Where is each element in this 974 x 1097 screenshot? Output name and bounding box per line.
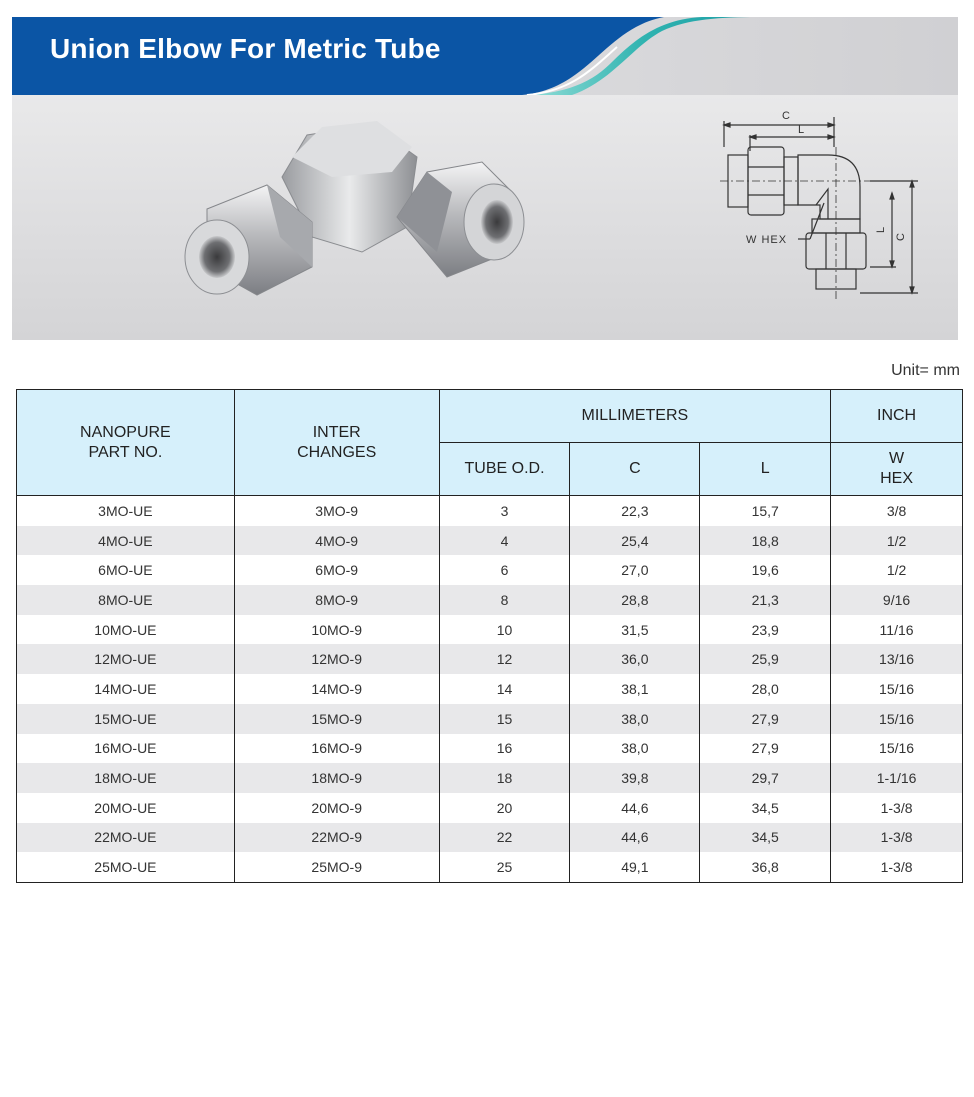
cell-part-no: 18MO-UE <box>17 763 235 793</box>
cell-tube-od: 4 <box>439 526 570 556</box>
cell-interchange: 8MO-9 <box>234 585 439 615</box>
cell-interchange: 16MO-9 <box>234 734 439 764</box>
cell-c: 38,1 <box>570 674 700 704</box>
header-millimeters: MILLIMETERS <box>439 390 831 443</box>
cell-c: 44,6 <box>570 793 700 823</box>
cell-l: 34,5 <box>700 823 831 853</box>
table-row <box>17 823 963 853</box>
cell-c: 44,6 <box>570 823 700 853</box>
table-row <box>17 555 963 585</box>
cell-part-no: 16MO-UE <box>17 734 235 764</box>
cell-c: 38,0 <box>570 734 700 764</box>
cell-w-hex: 1/2 <box>831 526 963 556</box>
cell-l: 29,7 <box>700 763 831 793</box>
table-row <box>17 615 963 645</box>
cell-part-no: 8MO-UE <box>17 585 235 615</box>
cell-part-no: 10MO-UE <box>17 615 235 645</box>
table-row <box>17 674 963 704</box>
cell-interchange: 3MO-9 <box>234 496 439 526</box>
cell-l: 36,8 <box>700 852 831 882</box>
drawing-label-l: L <box>798 124 805 136</box>
cell-interchange: 12MO-9 <box>234 644 439 674</box>
header-tube-od: TUBE O.D. <box>439 443 570 496</box>
cell-c: 31,5 <box>570 615 700 645</box>
cell-l: 28,0 <box>700 674 831 704</box>
cell-l: 19,6 <box>700 555 831 585</box>
cell-w-hex: 15/16 <box>831 674 963 704</box>
header-part-no: NANOPURE PART NO. <box>17 390 235 496</box>
cell-part-no: 20MO-UE <box>17 793 235 823</box>
cell-tube-od: 12 <box>439 644 570 674</box>
cell-c: 38,0 <box>570 704 700 734</box>
table-row <box>17 644 963 674</box>
cell-interchange: 22MO-9 <box>234 823 439 853</box>
cell-tube-od: 6 <box>439 555 570 585</box>
cell-l: 15,7 <box>700 496 831 526</box>
table-row <box>17 793 963 823</box>
table-row <box>17 734 963 764</box>
cell-w-hex: 11/16 <box>831 615 963 645</box>
table-row <box>17 704 963 734</box>
cell-w-hex: 15/16 <box>831 704 963 734</box>
cell-part-no: 6MO-UE <box>17 555 235 585</box>
cell-part-no: 4MO-UE <box>17 526 235 556</box>
header-c: C <box>570 443 700 496</box>
cell-c: 39,8 <box>570 763 700 793</box>
table-row <box>17 585 963 615</box>
cell-tube-od: 10 <box>439 615 570 645</box>
cell-w-hex: 1-3/8 <box>831 852 963 882</box>
cell-l: 27,9 <box>700 704 831 734</box>
cell-part-no: 25MO-UE <box>17 852 235 882</box>
drawing-label-c: C <box>782 110 790 122</box>
page-title: Union Elbow For Metric Tube <box>50 33 441 64</box>
cell-tube-od: 15 <box>439 704 570 734</box>
cell-interchange: 14MO-9 <box>234 674 439 704</box>
cell-interchange: 4MO-9 <box>234 526 439 556</box>
cell-part-no: 14MO-UE <box>17 674 235 704</box>
cell-interchange: 6MO-9 <box>234 555 439 585</box>
cell-l: 25,9 <box>700 644 831 674</box>
cell-tube-od: 18 <box>439 763 570 793</box>
cell-l: 21,3 <box>700 585 831 615</box>
header-interchanges: INTER CHANGES <box>234 390 439 496</box>
cell-interchange: 10MO-9 <box>234 615 439 645</box>
table-row <box>17 496 963 526</box>
cell-c: 28,8 <box>570 585 700 615</box>
cell-l: 23,9 <box>700 615 831 645</box>
cell-interchange: 18MO-9 <box>234 763 439 793</box>
cell-l: 27,9 <box>700 734 831 764</box>
cell-w-hex: 15/16 <box>831 734 963 764</box>
cell-c: 36,0 <box>570 644 700 674</box>
cell-tube-od: 25 <box>439 852 570 882</box>
cell-l: 34,5 <box>700 793 831 823</box>
cell-part-no: 22MO-UE <box>17 823 235 853</box>
cell-c: 25,4 <box>570 526 700 556</box>
cell-w-hex: 1-1/16 <box>831 763 963 793</box>
cell-tube-od: 14 <box>439 674 570 704</box>
cell-w-hex: 1/2 <box>831 555 963 585</box>
cell-interchange: 20MO-9 <box>234 793 439 823</box>
table-row <box>17 526 963 556</box>
cell-l: 18,8 <box>700 526 831 556</box>
cell-c: 27,0 <box>570 555 700 585</box>
product-hero <box>12 95 958 340</box>
cell-tube-od: 3 <box>439 496 570 526</box>
union-elbow-photo <box>162 117 542 317</box>
cell-tube-od: 16 <box>439 734 570 764</box>
drawing-label-whex: W HEX <box>746 234 788 246</box>
cell-w-hex: 1-3/8 <box>831 823 963 853</box>
dimensions-table <box>16 389 963 883</box>
dimension-drawing <box>720 107 920 307</box>
table-row <box>17 763 963 793</box>
cell-interchange: 15MO-9 <box>234 704 439 734</box>
cell-part-no: 15MO-UE <box>17 704 235 734</box>
cell-interchange: 25MO-9 <box>234 852 439 882</box>
drawing-label-l-vertical: L <box>875 226 887 233</box>
cell-c: 22,3 <box>570 496 700 526</box>
cell-w-hex: 1-3/8 <box>831 793 963 823</box>
title-banner <box>12 17 958 95</box>
cell-w-hex: 3/8 <box>831 496 963 526</box>
cell-part-no: 3MO-UE <box>17 496 235 526</box>
drawing-label-c-vertical: C <box>895 233 907 241</box>
header-l: L <box>700 443 831 496</box>
table-row <box>17 852 963 882</box>
cell-tube-od: 8 <box>439 585 570 615</box>
cell-w-hex: 9/16 <box>831 585 963 615</box>
header-inch: INCH <box>831 390 963 443</box>
cell-tube-od: 22 <box>439 823 570 853</box>
cell-tube-od: 20 <box>439 793 570 823</box>
cell-w-hex: 13/16 <box>831 644 963 674</box>
unit-label: Unit= mm <box>891 362 960 379</box>
cell-part-no: 12MO-UE <box>17 644 235 674</box>
header-w-hex: W HEX <box>831 443 963 496</box>
cell-c: 49,1 <box>570 852 700 882</box>
